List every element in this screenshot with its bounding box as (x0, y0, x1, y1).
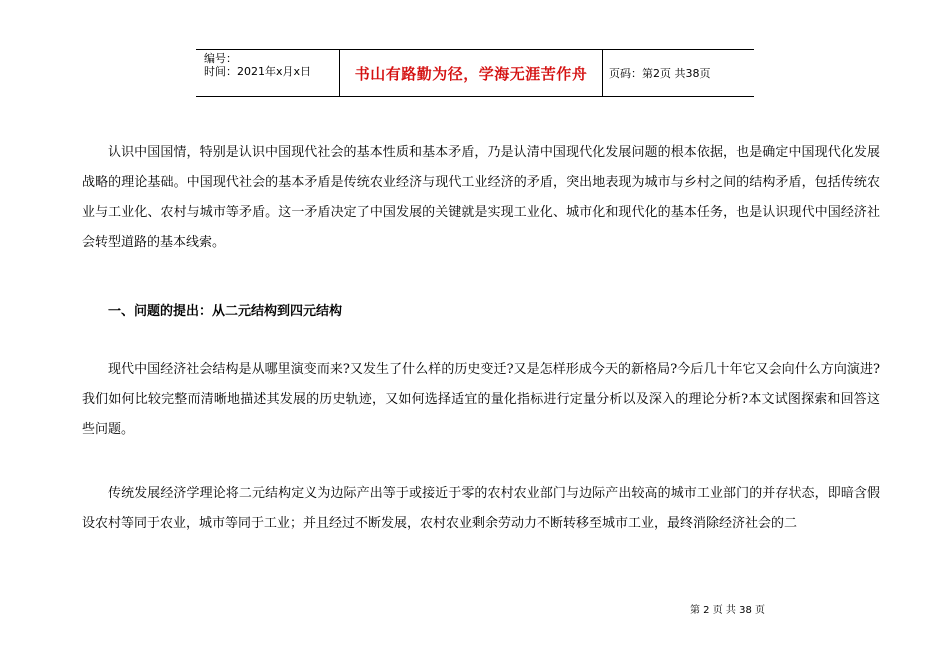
header-meta-cell (196, 50, 340, 96)
body-paragraph-1: 认识中国国情，特别是认识中国现代社会的基本性质和基本矛盾，乃是认清中国现代化发展问题的根本依据，也是确定中国现代化发展战略的理论基础。中国现代社会的基本矛盾是传统农业经济与现代工业经济的矛盾，突出地表现为城市与乡村之间的结构矛盾，包括传统农业与工业化、农村与城市等矛盾。这一矛盾决定了中国发展的关键就是实现工业化、城市化和现代化的基本任务，也是认识现代中国经济社会转型道路的基本线索。 (82, 145, 880, 250)
header-motto-cell (340, 50, 603, 96)
page-code: 页码：第2页 共38页 (609, 67, 711, 80)
page-footer: 第 2 页 共 38 页 (690, 605, 765, 616)
motto-text: 书山有路勤为径，学海无涯苦作舟 (354, 64, 588, 83)
body-paragraph-3: 传统发展经济学理论将二元结构定义为边际产出等于或接近于零的农村农业部门与边际产出较高的城市工业部门的并存状态，即暗含假设农村等同于农业，城市等同于工业；并且经过不断发展，农村农业剩余劳动力不断转移至城市工业，最终消除经济社会的二 (82, 486, 880, 531)
time-line: 时间：2021年x月x日 (204, 65, 312, 78)
body-paragraph-2: 现代中国经济社会结构是从哪里演变而来?又发生了什么样的历史变迁?又是怎样形成今天的新格局?今后几十年它又会向什么方向演进?我们如何比较完整而清晰地描述其发展的历史轨迹，又如何选择适宜的量化指标进行定量分析以及深入的理论分析?本文试图探索和回答这些问题。 (82, 362, 880, 437)
header-table (196, 49, 754, 97)
header-page-cell (603, 50, 754, 96)
section-heading: 一、问题的提出：从二元结构到四元结构 (108, 304, 343, 319)
number-label: 编号： (204, 52, 237, 65)
